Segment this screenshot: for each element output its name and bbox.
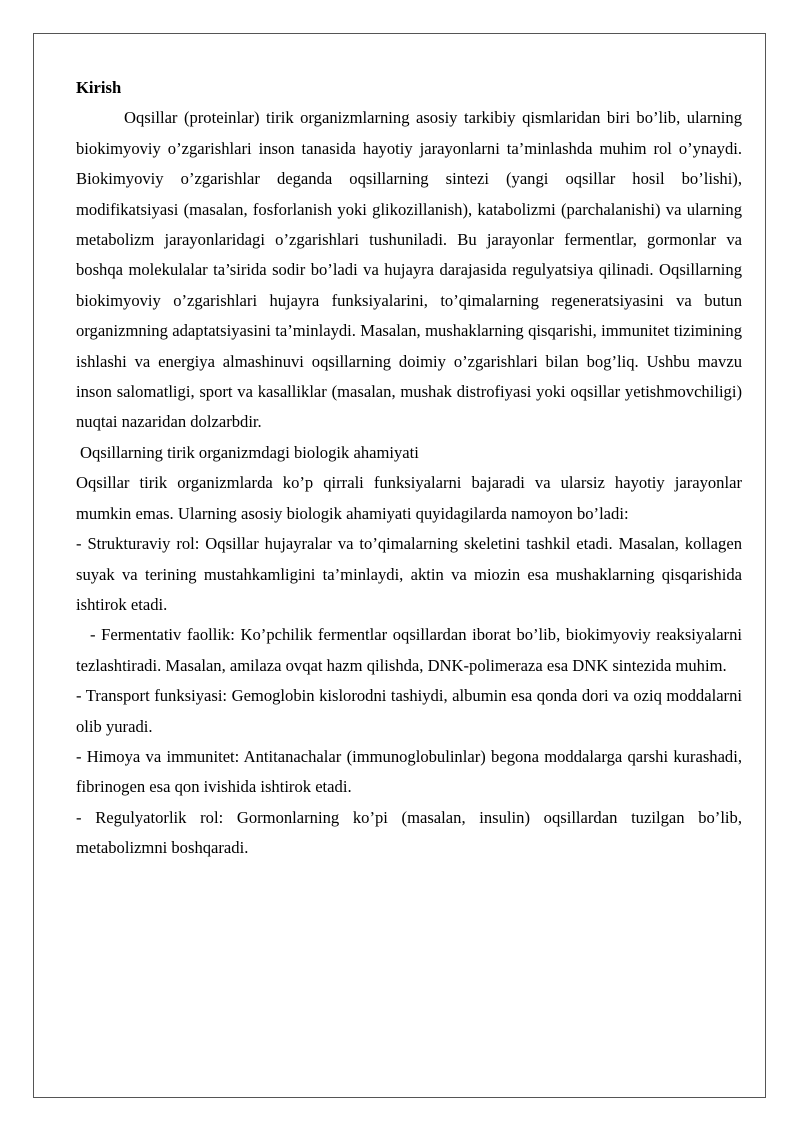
subheading: Oqsillarning tirik organizmdagi biologik ahamiyati [80, 442, 419, 462]
list-item-immunity: - Himoya va immunitet: Antitanachalar (immunoglobulinlar) begona moddalarga qarshi kurashadi, fibrinogen esa qon ivishida ishtirok etadi. [76, 746, 742, 797]
list-item-transport: - Transport funksiyasi: Gemoglobin kislorodni tashiydi, albumin esa qonda dori va oziq moddalarni olib yuradi. [76, 686, 742, 736]
section-heading: Kirish [76, 78, 122, 97]
list-item-enzymatic: - Fermentativ faollik: Ko’pchilik fermentlar oqsillardan iborat bo’lib, biokimyoviy reaksiyalarni tezlashtiradi. Masalan, amilaza ovqat hazm qilishda, DNK-polimeraza esa DNK sintezida muhim. [76, 625, 742, 675]
section-intro-paragraph: Oqsillar tirik organizmlarda ko’p qirrali funksiyalarni bajaradi va ularsiz hayotiy jarayonlar mumkin emas. Ularning asosiy biologik ahamiyati quyidagilarda namoyon bo’ladi: [76, 473, 742, 523]
list-item-structural: - Strukturaviy rol: Oqsillar hujayralar va to’qimalarning skeletini tashkil etadi. Masalan, kollagen suyak va terining mustahkamligini ta’minlaydi, aktin va miozin esa mushaklarning qisqarishida ishtirok etadi. [76, 534, 742, 614]
list-item-regulatory: - Regulyatorlik rol: Gormonlarning ko’pi (masalan, insulin) oqsillardan tuzilgan bo’lib, metabolizmni boshqaradi. [76, 807, 742, 858]
intro-paragraph: Oqsillar (proteinlar) tirik organizmlarning asosiy tarkibiy qismlaridan biri bo’lib, ularning biokimyoviy o’zgarishlari inson tanasida hayotiy jarayonlarni ta’minlashda muhim rol o’ynaydi. Biokimyoviy o’zgarishlar deganda oqsillarning sintezi (yangi oqsillar hosil bo’lishi), modifikatsiyasi (masalan, fosforlanish yoki glikozillanish), katabolizmi (parchalanishi) va ularning metabolizm jarayonlaridagi o’zgarishlari tushuniladi. Bu jarayonlar fermentlar, gormonlar va boshqa molekulalar ta’sirida sodir bo’ladi va hujayra darajasida regulyatsiya qilinadi. Oqsillarning biokimyoviy o’zgarishlari hujayra funksiyalarini, to’qimalarning regeneratsiyasini va butun organizmning adaptatsiyasini ta’minlaydi. Masalan, mushaklarning qisqarishi, immunitet tizimining ishlashi va energiya almashinuvi oqsillarning doimiy o’zgarishlari bilan bog’liq. Ushbu mavzu inson salomatligi, sport va kasalliklar (masalan, mushak distrofiyasi yoki oqsillar yetishmovchiligi) nuqtai nazaridan dolzarbdir. [76, 108, 742, 432]
document-body [76, 73, 742, 864]
